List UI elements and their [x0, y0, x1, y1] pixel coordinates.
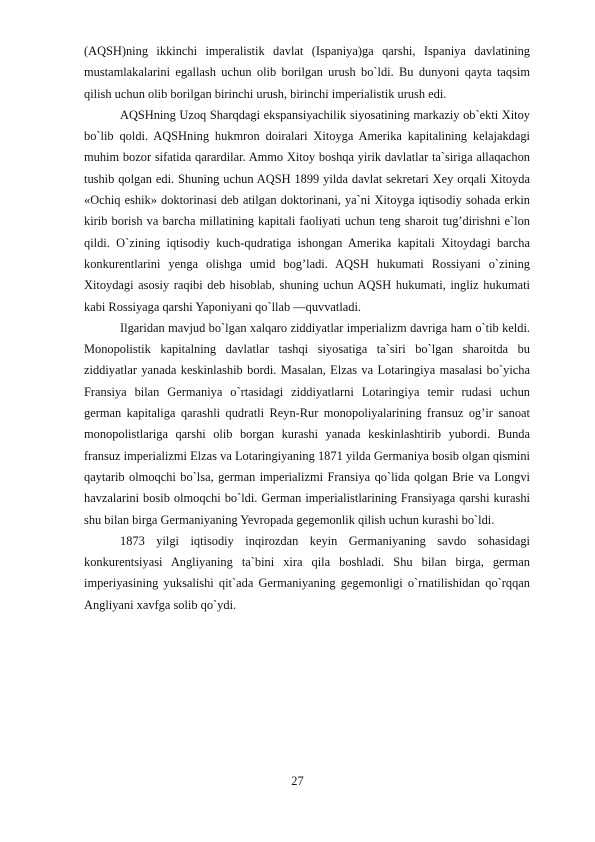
paragraph-usa-far-east: AQSHning Uzoq Sharqdagi ekspansiyachilik siyosatining markaziy ob`ekti Xitoy bo`lib qoldi. AQSHning hukmron doiralari Xitoyga Amerika kapitalining kelajakdagi muhim bozor sifatida qarardilar. Ammo Xitoy boshqa yirik davlatlar ta`siriga allaqachon tushib qolgan edi. Shuning uchun AQSH 1899 yilda davlat sekretari Xey orqali Xitoyda «Ochiq eshik» doktorinasi deb atilgan doktorinani, ya`ni Xitoyga iqtisodiy sohada erkin kirib borish va barcha millatining kapitali faoliyati uchun teng sharoit tug’dirishni e`lon qildi. O`zining iqtisodiy kuch-qudratiga ishongan Amerika kapitali Xitoydagi barcha konkurentlarini yenga olishga umid bog’ladi. AQSH hukumati Rossiyani o`zining Xitoydagi asosiy raqibi deb hisoblab, shuning uchun AQSH hukumati, ingliz hukumati kabi Rossiyaga qarshi Yaponiyani qo`llab —quvvatladi.: [84, 107, 530, 314]
paragraph-economic-crisis-1873: 1873 yilgi iqtisodiy inqirozdan keyin Germaniyaning savdo sohasidagi konkurentsiyasi Angliyaning ta`bini xira qila boshladi. Shu bilan birga, german imperiyasining yuksalishi qit`ada Germaniyaning gegemonligi o`rnatilishidan qo`rqqan Angliyani xavfga solib qo`ydi.: [84, 533, 530, 612]
document-body: [84, 41, 530, 616]
paragraph-continuation: (AQSH)ning ikkinchi imperalistik davlat (Ispaniya)ga qarshi, Ispaniya davlatining mustamlakalarini egallash uchun olib borilgan urush bo`ldi. Bu dunyoni qayta taqsim qilish uchun olib borilgan birinchi urush, birinchi imperialistik urush edi.: [84, 44, 530, 101]
paragraph-international-contradictions: Ilgaridan mavjud bo`lgan xalqaro ziddiyatlar imperializm davriga ham o`tib keldi. Monopolistik kapitalning davlatlar tashqi siyosatiga ta`siri bo`lgan sharoitda bu ziddiyatlar yanada keskinlashib bordi. Masalan, Elzas va Lotaringiya masalasi bo`yicha Fransiya bilan Germaniya o`rtasidagi ziddiyatlarni Lotaringiya temir rudasi uchun german kapitaliga qarashli qudratli Reyn-Rur monopoliyalarining fransuz og’ir sanoat monopolistlariga qarshi olib borgan kurashi yanada keskinlashtirib yubordi. Bunda fransuz imperializmi Elzas va Lotaringiyaning 1871 yilda Germaniya bosib olgan qismini qaytarib olmoqchi bo`lsa, german imperializmi Fransiya qo`lida qolgan Brie va Longvi havzalarini bosib olmoqchi bo`ldi. German imperialistlarining Fransiyaga qarshi kurashi shu bilan birga Germaniyaning Yevropada gegemonlik qilish uchun kurashi bo`ldi.: [84, 320, 530, 527]
page-number: 27: [291, 774, 304, 788]
